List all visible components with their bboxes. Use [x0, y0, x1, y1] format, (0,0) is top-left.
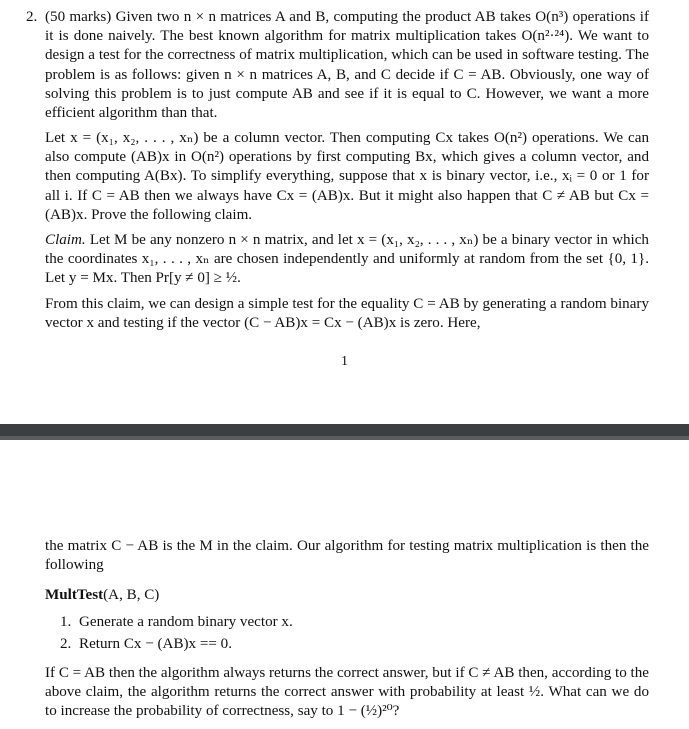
claim-text: Let M be any nonzero n × n matrix, and let x = (x₁, x₂, . . . , xₙ) be a binary vector in which the coordinates x₁, . . . , xₙ are chosen independently and uniformly at random from the set {0, 1}. Let y = Mx. Then Pr[y ≠ 0] ≥ ½. [45, 232, 649, 287]
matrix-m-paragraph: the matrix C − AB is the M in the claim. Our algorithm for testing matrix multiplication is then the following [45, 538, 649, 574]
algorithm-args: (A, B, C) [103, 587, 160, 603]
step-index: 1. [60, 614, 72, 630]
problem-number: 2. [26, 9, 38, 25]
algorithm-step [60, 633, 293, 655]
claim-label: Claim. [45, 232, 86, 248]
page-divider [0, 424, 689, 440]
algorithm-name: MultTest [45, 587, 104, 603]
page-2 [0, 440, 689, 729]
algorithm-title [45, 586, 159, 605]
algorithm-steps [60, 611, 293, 655]
algorithm-step [60, 611, 293, 633]
page-number: 1 [341, 354, 348, 369]
step-text: Generate a random binary vector x. [79, 614, 293, 630]
test-design-paragraph: From this claim, we can design a simple test for the equality C = AB by generating a random binary vector x and testing if the vector (C − AB)x = Cx − (AB)x is zero. Here, [45, 296, 649, 332]
column-vector-paragraph: Let x = (x₁, x₂, . . . , xₙ) be a column vector. Then computing Cx takes O(n²) operations. We can also compute (AB)x in O(n²) operations by first computing Bx, which gives a column vector, and then computing A(Bx). To simplify everything, suppose that x is binary vector, i.e., xᵢ = 0 or 1 for all i. If C = AB then we always have Cx = (AB)x. But it might also happen that C ≠ AB but Cx = (AB)x. Prove the following claim. [45, 130, 649, 223]
problem-intro-paragraph: (50 marks) Given two n × n matrices A and B, computing the product AB takes O(n³) operations if it is done naively. The best known algorithm for matrix multiplication takes O(n²·²⁴). We want to design a test for the correctness of matrix multiplication, which can be used in software testing. The problem is as follows: given n × n matrices A, B, and C decide if C = AB. Obviously, one way of solving this problem is to just compute AB and see if it is equal to C. However, we want a more efficient algorithm than that. [45, 9, 649, 122]
step-index: 2. [60, 636, 72, 652]
claim-paragraph [45, 231, 649, 289]
step-text: Return Cx − (AB)x == 0. [79, 636, 232, 652]
probability-paragraph: If C = AB then the algorithm always returns the correct answer, but if C ≠ AB then, according to the above claim, the algorithm returns the correct answer with probability at least ½. What can we do to increase the probability of correctness, say to 1 − (½)²⁰? [45, 665, 649, 720]
